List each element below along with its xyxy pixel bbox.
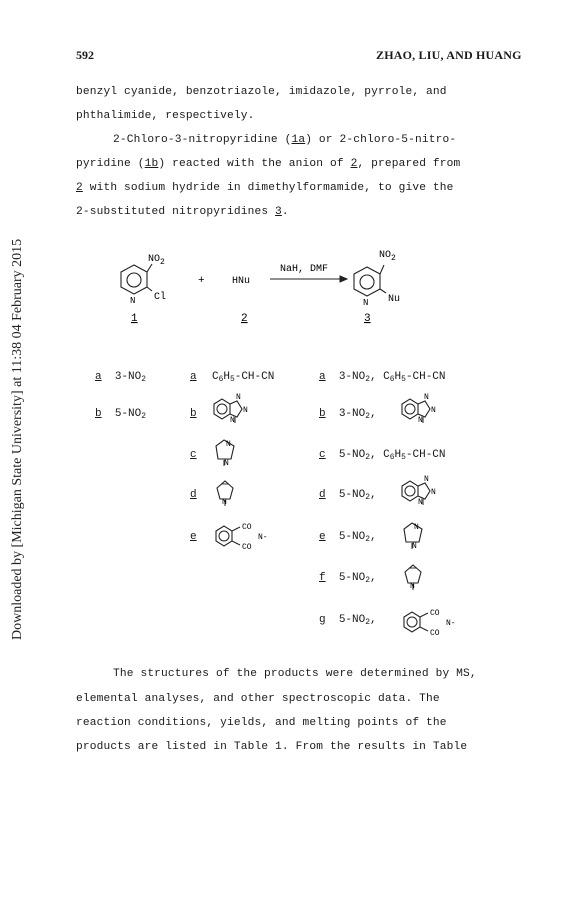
nitro-group-label: $NO_2$ [379,250,396,263]
list-item-letter: d [190,489,197,501]
reaction-scheme [0,235,585,335]
ring-nitrogen-label: N [424,393,429,402]
paragraph-line: 2-Chloro-3-nitropyridine (1a) or 2-chloro-5-nitro- [113,134,457,146]
ring-nitrogen-label: N [363,298,369,308]
phthalimide-structure [216,526,240,546]
ring-nitrogen-label: N [414,523,419,532]
paragraph-line: elemental analyses, and other spectroscopic data. The [76,693,440,705]
list-item-letter: a [190,371,197,383]
carbonyl-label: CO [242,543,252,552]
compound-ref: 1a [291,134,306,146]
download-note: Downloaded by [Michigan State University] at 11:38 04 February 2015 [10,238,25,640]
list-item: b $3-NO_2$, [319,408,377,421]
ring-nitrogen-label: N [222,498,227,507]
ring-nitrogen-label: N [130,296,136,306]
structure-drawings [0,355,585,655]
benzotriazole-structure [402,399,430,423]
list-item: f $5-NO_2$, [319,572,377,585]
plus-sign: + [198,275,205,287]
list-item: a $3-NO_2$, $C_6H_5-CH-CN$ [319,371,446,384]
ring-nitrogen-label: N [236,393,241,402]
compound-number-2: 2 [241,313,248,325]
paragraph-line: products are listed in Table 1. From the results in Table [76,741,468,753]
nucleophile-substituent-label: Nu [388,294,401,305]
list-item-letter: e [190,531,197,543]
carbonyl-label: CO [430,609,440,618]
ring-nitrogen-label: N [230,416,235,425]
compound-ref: 3 [275,206,282,218]
page-number: 592 [76,48,94,62]
list-item: d $5-NO_2$, [319,489,377,502]
paragraph-line: The structures of the products were determined by MS, [113,668,477,680]
running-title: ZHAO, LIU, AND HUANG [376,48,522,62]
imide-nitrogen-label: N- [446,619,456,628]
paragraph-line: benzyl cyanide, benzotriazole, imidazole, pyrrole, and [76,86,447,98]
compound-ref: 1b [144,158,159,170]
compound-number-3: 3 [364,313,371,325]
reaction-conditions: NaH, DMF [280,264,329,275]
ring-nitrogen-label: N [431,406,436,415]
paragraph-line: reaction conditions, yields, and melting points of the [76,717,447,729]
paragraph-line: pyridine (1b) reacted with the anion of 2, prepared from [76,158,461,170]
carbonyl-label: CO [242,523,252,532]
ring-nitrogen-label: N [224,459,229,468]
paragraph-line: 2-substituted nitropyridines 3. [76,206,289,218]
list-item: a $3-NO_2$ [95,371,146,384]
pyridine-ring-product [354,265,386,296]
pyridine-ring-reactant [121,264,152,294]
list-item: c $5-NO_2$, $C_6H_5-CH-CN$ [319,449,446,462]
ring-nitrogen-label: N [412,542,417,551]
benzotriazole-structure [214,399,242,423]
paragraph-line: 2 with sodium hydride in dimethylformamide, to give the [76,182,454,194]
ring-nitrogen-label: N [418,416,423,425]
reaction-arrow [270,276,347,282]
ring-nitrogen-label: N [431,488,436,497]
ring-nitrogen-label: N [410,582,415,591]
nucleophile-label: HNu [232,276,251,287]
carbonyl-label: CO [430,629,440,638]
nitro-group-label: $NO_2$ [148,254,165,267]
benzyl-cyanide-formula: $C_6H_5-CH-CN$ [212,371,275,384]
phthalimide-structure [404,612,428,632]
compound-number-1: 1 [131,313,138,325]
list-item: b $5-NO_2$ [95,408,146,421]
compound-ref: 2 [350,158,358,170]
list-item: g $5-NO_2$, [319,614,377,627]
list-item: e $5-NO_2$, [319,531,377,544]
ring-nitrogen-label: N [418,498,423,507]
list-item-letter: b [190,408,197,420]
ring-nitrogen-label: N [424,475,429,484]
benzotriazole-structure [402,481,430,505]
list-item-letter: c [190,449,197,461]
ring-nitrogen-label: N [226,440,231,449]
compound-ref: 2 [76,182,83,194]
ring-nitrogen-label: N [243,406,248,415]
paragraph-line: phthalimide, respectively. [76,110,255,122]
chloro-label: Cl [154,292,167,303]
imide-nitrogen-label: N- [258,533,268,542]
